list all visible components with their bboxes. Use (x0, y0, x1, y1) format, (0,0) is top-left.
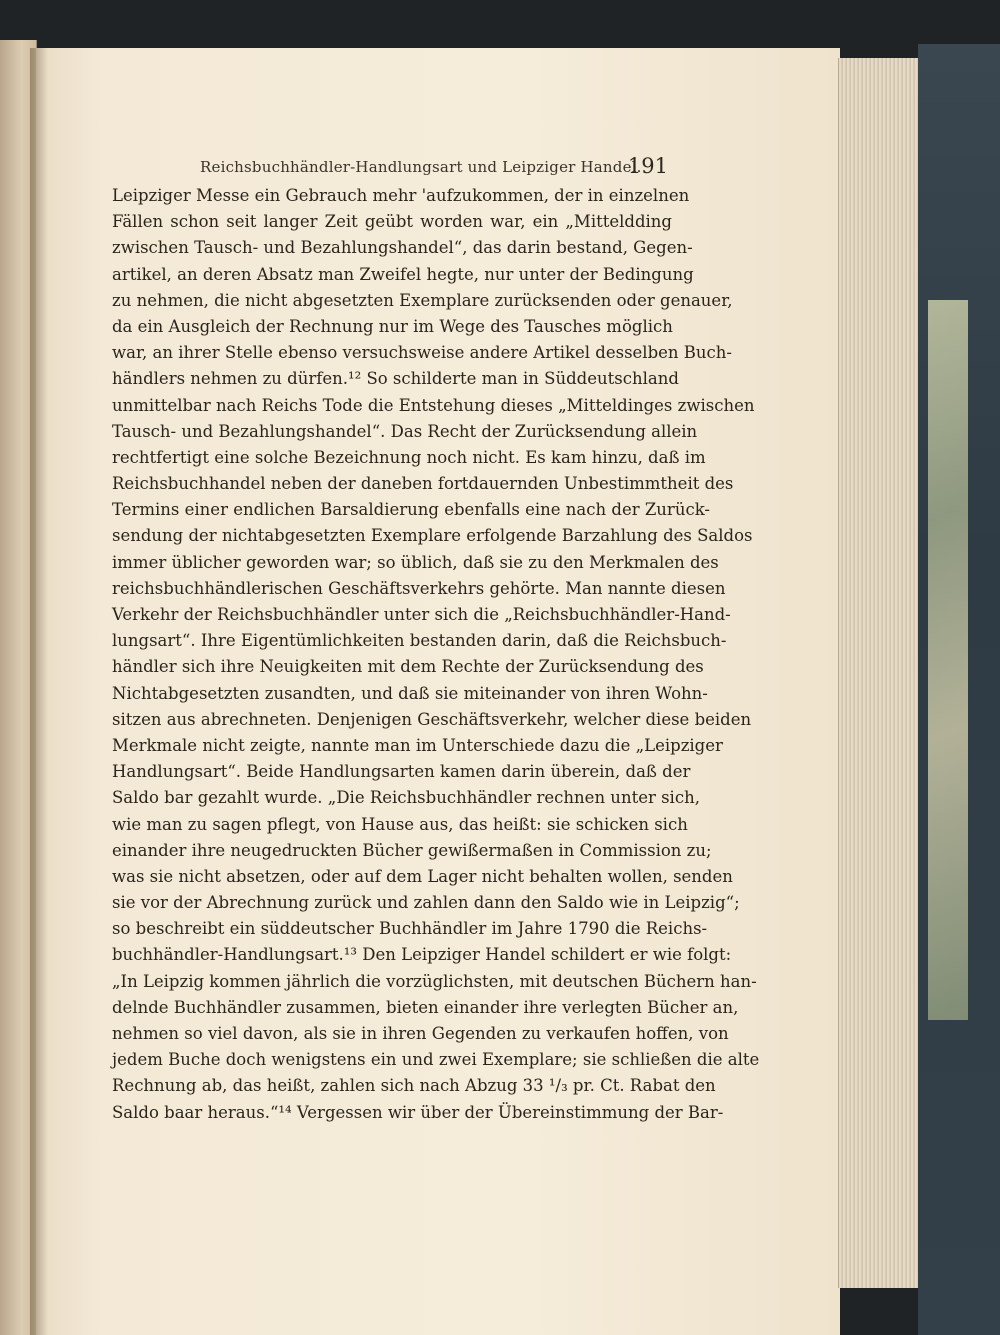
text-line: einander ihre neugedruckten Bücher gewißermaßen in Commission zu; (112, 840, 712, 860)
text-line: reichsbuchhändlerischen Geschäftsverkehrs gehörte. Man nannte diesen (112, 578, 726, 598)
page-number: 191 (627, 154, 668, 178)
text-line: Tausch- und Bezahlungshandel“. Das Recht der Zurücksendung allein (112, 421, 698, 441)
text-line: artikel, an deren Absatz man Zweifel hegte, nur unter der Bedingung (112, 264, 694, 284)
running-head: Reichsbuchhändler-Handlungsart und Leipziger Handel. (200, 158, 642, 176)
text-line: lungsart“. Ihre Eigentümlichkeiten bestanden darin, daß die Reichsbuch- (112, 631, 727, 651)
text-line: Leipziger Messe ein Gebrauch mehr 'aufzukommen, der in einzelnen (112, 186, 690, 205)
text-line: was sie nicht absetzen, oder auf dem Lager nicht behalten wollen, senden (112, 866, 733, 886)
text-line: immer üblicher geworden war; so üblich, daß sie zu den Merkmalen des (112, 552, 719, 572)
text-line: wie man zu sagen pflegt, von Hause aus, das heißt: sie schicken sich (112, 814, 688, 834)
text-line: Termins einer endlichen Barsaldierung ebenfalls eine nach der Zurück- (112, 500, 710, 520)
text-line: Reichsbuchhandel neben der daneben fortdauernden Unbestimmtheit des (112, 474, 734, 494)
text-line: Merkmale nicht zeigte, nannte man im Unterschiede dazu die „Leipziger (112, 735, 723, 755)
text-line: war, an ihrer Stelle ebenso versuchsweise andere Artikel desselben Buch- (112, 343, 732, 363)
marbled-endpaper (928, 300, 968, 1020)
text-line: Saldo bar gezahlt wurde. „Die Reichsbuchhändler rechnen unter sich, (112, 788, 700, 808)
text-line: Rechnung ab, das heißt, zahlen sich nach Abzug 33 ¹/₃ pr. Ct. Rabat den (112, 1076, 716, 1096)
text-line: händler sich ihre Neuigkeiten mit dem Rechte der Zurücksendung des (112, 657, 704, 677)
text-line: zu nehmen, die nicht abgesetzten Exemplare zurücksenden oder genauer, (112, 290, 733, 310)
page-block-edges (838, 58, 921, 1288)
gutter-shadow (30, 48, 48, 1335)
text-line: delnde Buchhändler zusammen, bieten einander ihre verlegten Bücher an, (112, 997, 739, 1017)
text-line: Nichtabgesetzten zusandten, und daß sie miteinander von ihren Wohn- (112, 683, 708, 703)
text-line: Fällen schon seit langer Zeit geübt worden war, ein „Mitteldding (112, 212, 672, 232)
text-line: da ein Ausgleich der Rechnung nur im Wege des Tausches möglich (112, 316, 673, 336)
text-line: so beschreibt ein süddeutscher Buchhändler im Jahre 1790 die Reichs- (112, 919, 708, 939)
text-line: buchhändler-Handlungsart.¹³ Den Leipziger Handel schildert er wie folgt: (112, 945, 732, 965)
text-line: sitzen aus abrechneten. Denjenigen Geschäftsverkehr, welcher diese beiden (112, 709, 752, 729)
text-line: rechtfertigt eine solche Bezeichnung noch nicht. Es kam hinzu, daß im (112, 447, 706, 467)
text-line: „In Leipzig kommen jährlich die vorzüglichsten, mit deutschen Büchern han- (112, 971, 757, 991)
text-line: unmittelbar nach Reichs Tode die Entstehung dieses „Mitteldinges zwischen (112, 395, 755, 415)
page-header (200, 154, 670, 184)
text-line: nehmen so viel davon, als sie in ihren Gegenden zu verkaufen hoffen, von (112, 1024, 729, 1043)
text-line: Saldo baar heraus.“¹⁴ Vergessen wir über der Übereinstimmung der Bar- (112, 1102, 724, 1122)
text-line: jedem Buche doch wenigstens ein und zwei Exemplare; sie schließen die alte (112, 1050, 760, 1070)
text-line: sendung der nichtabgesetzten Exemplare erfolgende Barzahlung des Saldos (112, 526, 753, 546)
body-text (112, 183, 760, 1126)
text-line: sie vor der Abrechnung zurück und zahlen dann den Saldo wie in Leipzig“; (112, 893, 740, 913)
text-line: Verkehr der Reichsbuchhändler unter sich die „Reichsbuchhändler-Hand- (112, 605, 731, 624)
text-line: händlers nehmen zu dürfen.¹² So schilderte man in Süddeutschland (112, 369, 679, 389)
text-line: Handlungsart“. Beide Handlungsarten kamen darin überein, daß der (112, 762, 691, 782)
text-line: zwischen Tausch- und Bezahlungshandel“, das darin bestand, Gegen- (112, 238, 693, 258)
